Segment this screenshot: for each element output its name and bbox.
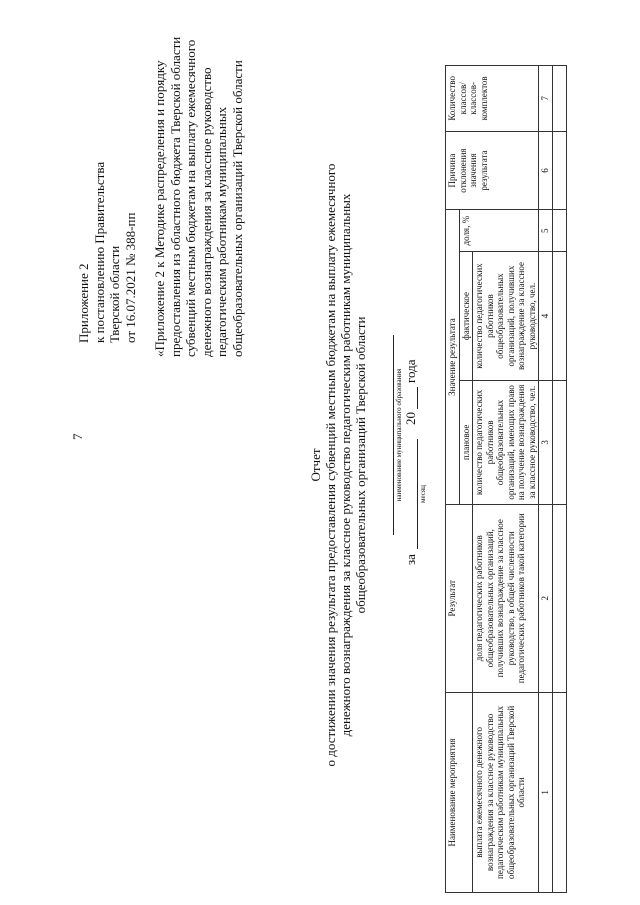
month-caption: месяц [419, 485, 427, 503]
header-value: Значение результата [446, 210, 460, 504]
col-number-7: 7 [539, 66, 553, 132]
blank-cell [552, 381, 566, 505]
col-number-1: 1 [539, 692, 553, 892]
header-event: Наименование мероприятия [446, 692, 473, 892]
year-line [417, 387, 418, 409]
report-title-block [308, 85, 368, 845]
table-header-row [446, 66, 460, 893]
header-reason: Причина отклонения значения результата [446, 131, 539, 210]
report-subtitle-line2: денежного вознаграждения за классное руководство педагогическим работникам муниципальных [338, 193, 353, 737]
blank-cell [552, 131, 566, 210]
month-line [417, 439, 418, 549]
col-number-6: 6 [539, 131, 553, 210]
report-subtitle-line1: о достижении значения результата предоставления субвенций местным бюджетам на выплату ежемесячного [323, 163, 338, 767]
blank-cell [552, 66, 566, 132]
col-number-3: 3 [539, 381, 553, 505]
municipality-line [393, 335, 394, 535]
cell-actual: количество педагогических работников общеобразовательных организаций, получивших вознаграждение за классное руководство, чел. [473, 252, 539, 381]
year-prefix: 20 [403, 412, 418, 425]
year-suffix: года [403, 359, 418, 383]
blank-cell [552, 210, 566, 252]
header-result: Результат [446, 504, 473, 692]
blank-cell [552, 252, 566, 381]
cell-result: доля педагогических работников общеобразовательных организаций, получивших вознаграждение за классное руководство, в общей численности педагогических работников такой категории [473, 504, 539, 692]
header-actual: фактическое [459, 252, 473, 381]
municipality-caption: наименование муниципального образования [395, 368, 403, 502]
header-classes: Количество классов/ классов-комплектов [446, 66, 539, 132]
report-period [393, 295, 433, 595]
table-blank-row [552, 66, 566, 893]
appendix-line4: от 16.07.2021 № 388-пп [122, 212, 138, 343]
report-table [445, 65, 567, 893]
appendix-line2: к постановлению Правительства [91, 161, 107, 343]
appendix-line3: Тверской области [107, 245, 122, 343]
blank-cell [552, 692, 566, 892]
methodology-reference: «Приложение 2 к Методике распределения и порядку предоставления из областного бюджета Тверской области субвенций местным бюджетам на выплату ежемесячного денежного вознаграждения за классное руководство педагогическим работникам муниципальных общеобразовательных организаций Тверской области [152, 36, 245, 357]
cell-event: выплата ежемесячного денежного вознаграждения за классное руководство педагогическим работникам муниципальных общеобразовательных организаций Тверской области [473, 692, 539, 892]
appendix-header [76, 23, 138, 343]
period-za: за [403, 554, 418, 565]
col-number-4: 4 [539, 252, 553, 381]
appendix-line1: Приложение 2 [76, 263, 91, 343]
col-number-2: 2 [539, 504, 553, 692]
report-subtitle-line3: общеобразовательных организаций Тверской области [353, 316, 368, 614]
header-planned: плановое [459, 381, 473, 505]
report-title: Отчет [308, 448, 323, 482]
header-share: доля, % [459, 210, 539, 252]
col-number-5: 5 [539, 210, 553, 252]
table-number-row [539, 66, 553, 893]
blank-cell [552, 504, 566, 692]
cell-planned: количество педагогических работников общеобразовательных организаций, имеющих право на получение вознаграждения за классное руководство, чел. [473, 381, 539, 505]
page-number: 7 [70, 433, 85, 440]
